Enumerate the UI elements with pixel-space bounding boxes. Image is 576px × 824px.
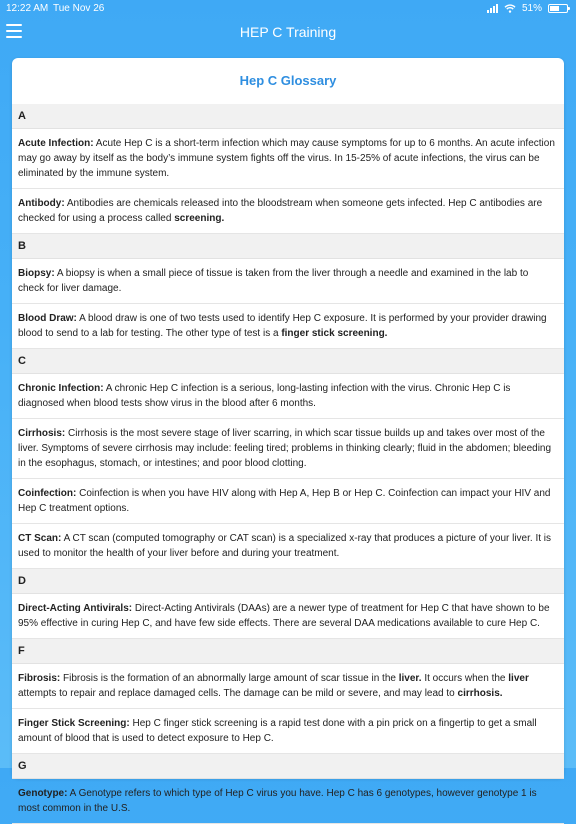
battery-percent: 51% xyxy=(521,3,542,14)
term: Antibody: xyxy=(18,198,65,209)
definition: It occurs when the xyxy=(421,673,509,684)
definition: Cirrhosis is the most severe stage of liver scarring, in which scar tissue builds up and takes over most of the liver. Symptoms of severe cirrhosis may include: feeling tired; problems in thinking clearly; fluid in the abdomen; bleeding in the esophagus, stomach, or intestines; and poor blood clotting. xyxy=(18,428,552,469)
cellular-signal-icon xyxy=(487,4,498,13)
definition: A chronic Hep C infection is a serious, long-lasting infection with the virus. Chronic Hep C is diagnosed when blood tests show virus in the blood after 6 months. xyxy=(18,383,511,409)
term: CT Scan: xyxy=(18,533,62,544)
section-header-c: C xyxy=(12,349,564,374)
glossary-entry-coinfection xyxy=(12,479,564,524)
definition-link-term: screening. xyxy=(174,213,225,224)
definition: Hep C finger stick screening is a rapid test done with a pin prick on a fingertip to get a small amount of blood that is used to detect exposure to Hep C. xyxy=(18,718,537,744)
glossary-entry-finger-stick-screening xyxy=(12,709,564,754)
term: Cirrhosis: xyxy=(18,428,66,439)
definition: A CT scan (computed tomography or CAT scan) is a specialized x-ray that produces a picture of your liver. It is used to monitor the health of your liver before and during your treatment. xyxy=(18,533,552,559)
status-indicators xyxy=(487,3,568,14)
definition-link-term: liver. xyxy=(398,673,422,684)
definition: Direct-Acting Antivirals (DAAs) are a newer type of treatment for Hep C that have shown to be 95% effective in curing Hep C, and have few side effects. There are several DAA medications available to cure Hep C. xyxy=(18,603,550,629)
glossary-entry-cirrhosis xyxy=(12,419,564,479)
glossary-entry-chronic-infection xyxy=(12,374,564,419)
battery-icon xyxy=(548,4,568,13)
definition: Coinfection is when you have HIV along with Hep A, Hep B or Hep C. Coinfection can impact your HIV and Hep C treatment options. xyxy=(18,488,551,514)
term: Genotype: xyxy=(18,788,68,799)
section-header-b: B xyxy=(12,234,564,259)
term: Chronic Infection: xyxy=(18,383,104,394)
section-header-f: F xyxy=(12,639,564,664)
section-header-g: G xyxy=(12,754,564,779)
term: Blood Draw: xyxy=(18,313,77,324)
glossary-entry-acute-infection xyxy=(12,129,564,189)
glossary-entry-antibody xyxy=(12,189,564,234)
status-time: 12:22 AM xyxy=(6,3,49,14)
term: Direct-Acting Antivirals: xyxy=(18,603,133,614)
definition: A Genotype refers to which type of Hep C virus you have. Hep C has 6 genotypes, however genotype 1 is most common in the U.S. xyxy=(18,788,537,814)
nav-bar xyxy=(0,20,576,44)
term: Biopsy: xyxy=(18,268,55,279)
definition: Acute Hep C is a short-term infection which may cause symptoms for up to 6 months. An acute infection may go away by itself as the body’s immune system fights off the virus. In 15-25% of acute infections, the virus can be eliminated by the immune system. xyxy=(18,138,555,179)
definition: Antibodies are chemicals released into the bloodstream when someone gets infected. Hep C antibodies are checked for using a process called xyxy=(18,198,543,224)
glossary-entry-genotype xyxy=(12,779,564,824)
definition-link-term: liver xyxy=(508,673,529,684)
status-bar xyxy=(0,0,576,20)
glossary-card[interactable] xyxy=(12,58,564,814)
term: Finger Stick Screening: xyxy=(18,718,130,729)
glossary-entry-ct-scan xyxy=(12,524,564,569)
section-header-d: D xyxy=(12,569,564,594)
definition: Fibrosis is the formation of an abnormally large amount of scar tissue in the xyxy=(60,673,399,684)
term: Fibrosis: xyxy=(18,673,61,684)
term: Acute Infection: xyxy=(18,138,94,149)
definition-link-term: cirrhosis. xyxy=(457,688,503,699)
definition: A biopsy is when a small piece of tissue is taken from the liver through a needle and examined in the lab to check for liver damage. xyxy=(18,268,529,294)
nav-title: HEP C Training xyxy=(239,24,337,40)
status-date: Tue Nov 26 xyxy=(53,3,105,14)
definition: attempts to repair and replace damaged cells. The damage can be mild or severe, and may lead to xyxy=(18,688,458,699)
page-title: Hep C Glossary xyxy=(239,73,337,88)
glossary-entry-fibrosis xyxy=(12,664,564,709)
definition: A blood draw is one of two tests used to identify Hep C exposure. It is performed by your provider drawing blood to send to a lab for testing. The other type of test is a xyxy=(18,313,547,339)
glossary-entry-blood-draw xyxy=(12,304,564,349)
definition-link-term: finger stick screening. xyxy=(281,328,388,339)
glossary-entry-biopsy xyxy=(12,259,564,304)
wifi-icon xyxy=(504,4,516,13)
section-header-a: A xyxy=(12,104,564,129)
glossary-entry-direct-acting-antivirals xyxy=(12,594,564,639)
term: Coinfection: xyxy=(18,488,77,499)
